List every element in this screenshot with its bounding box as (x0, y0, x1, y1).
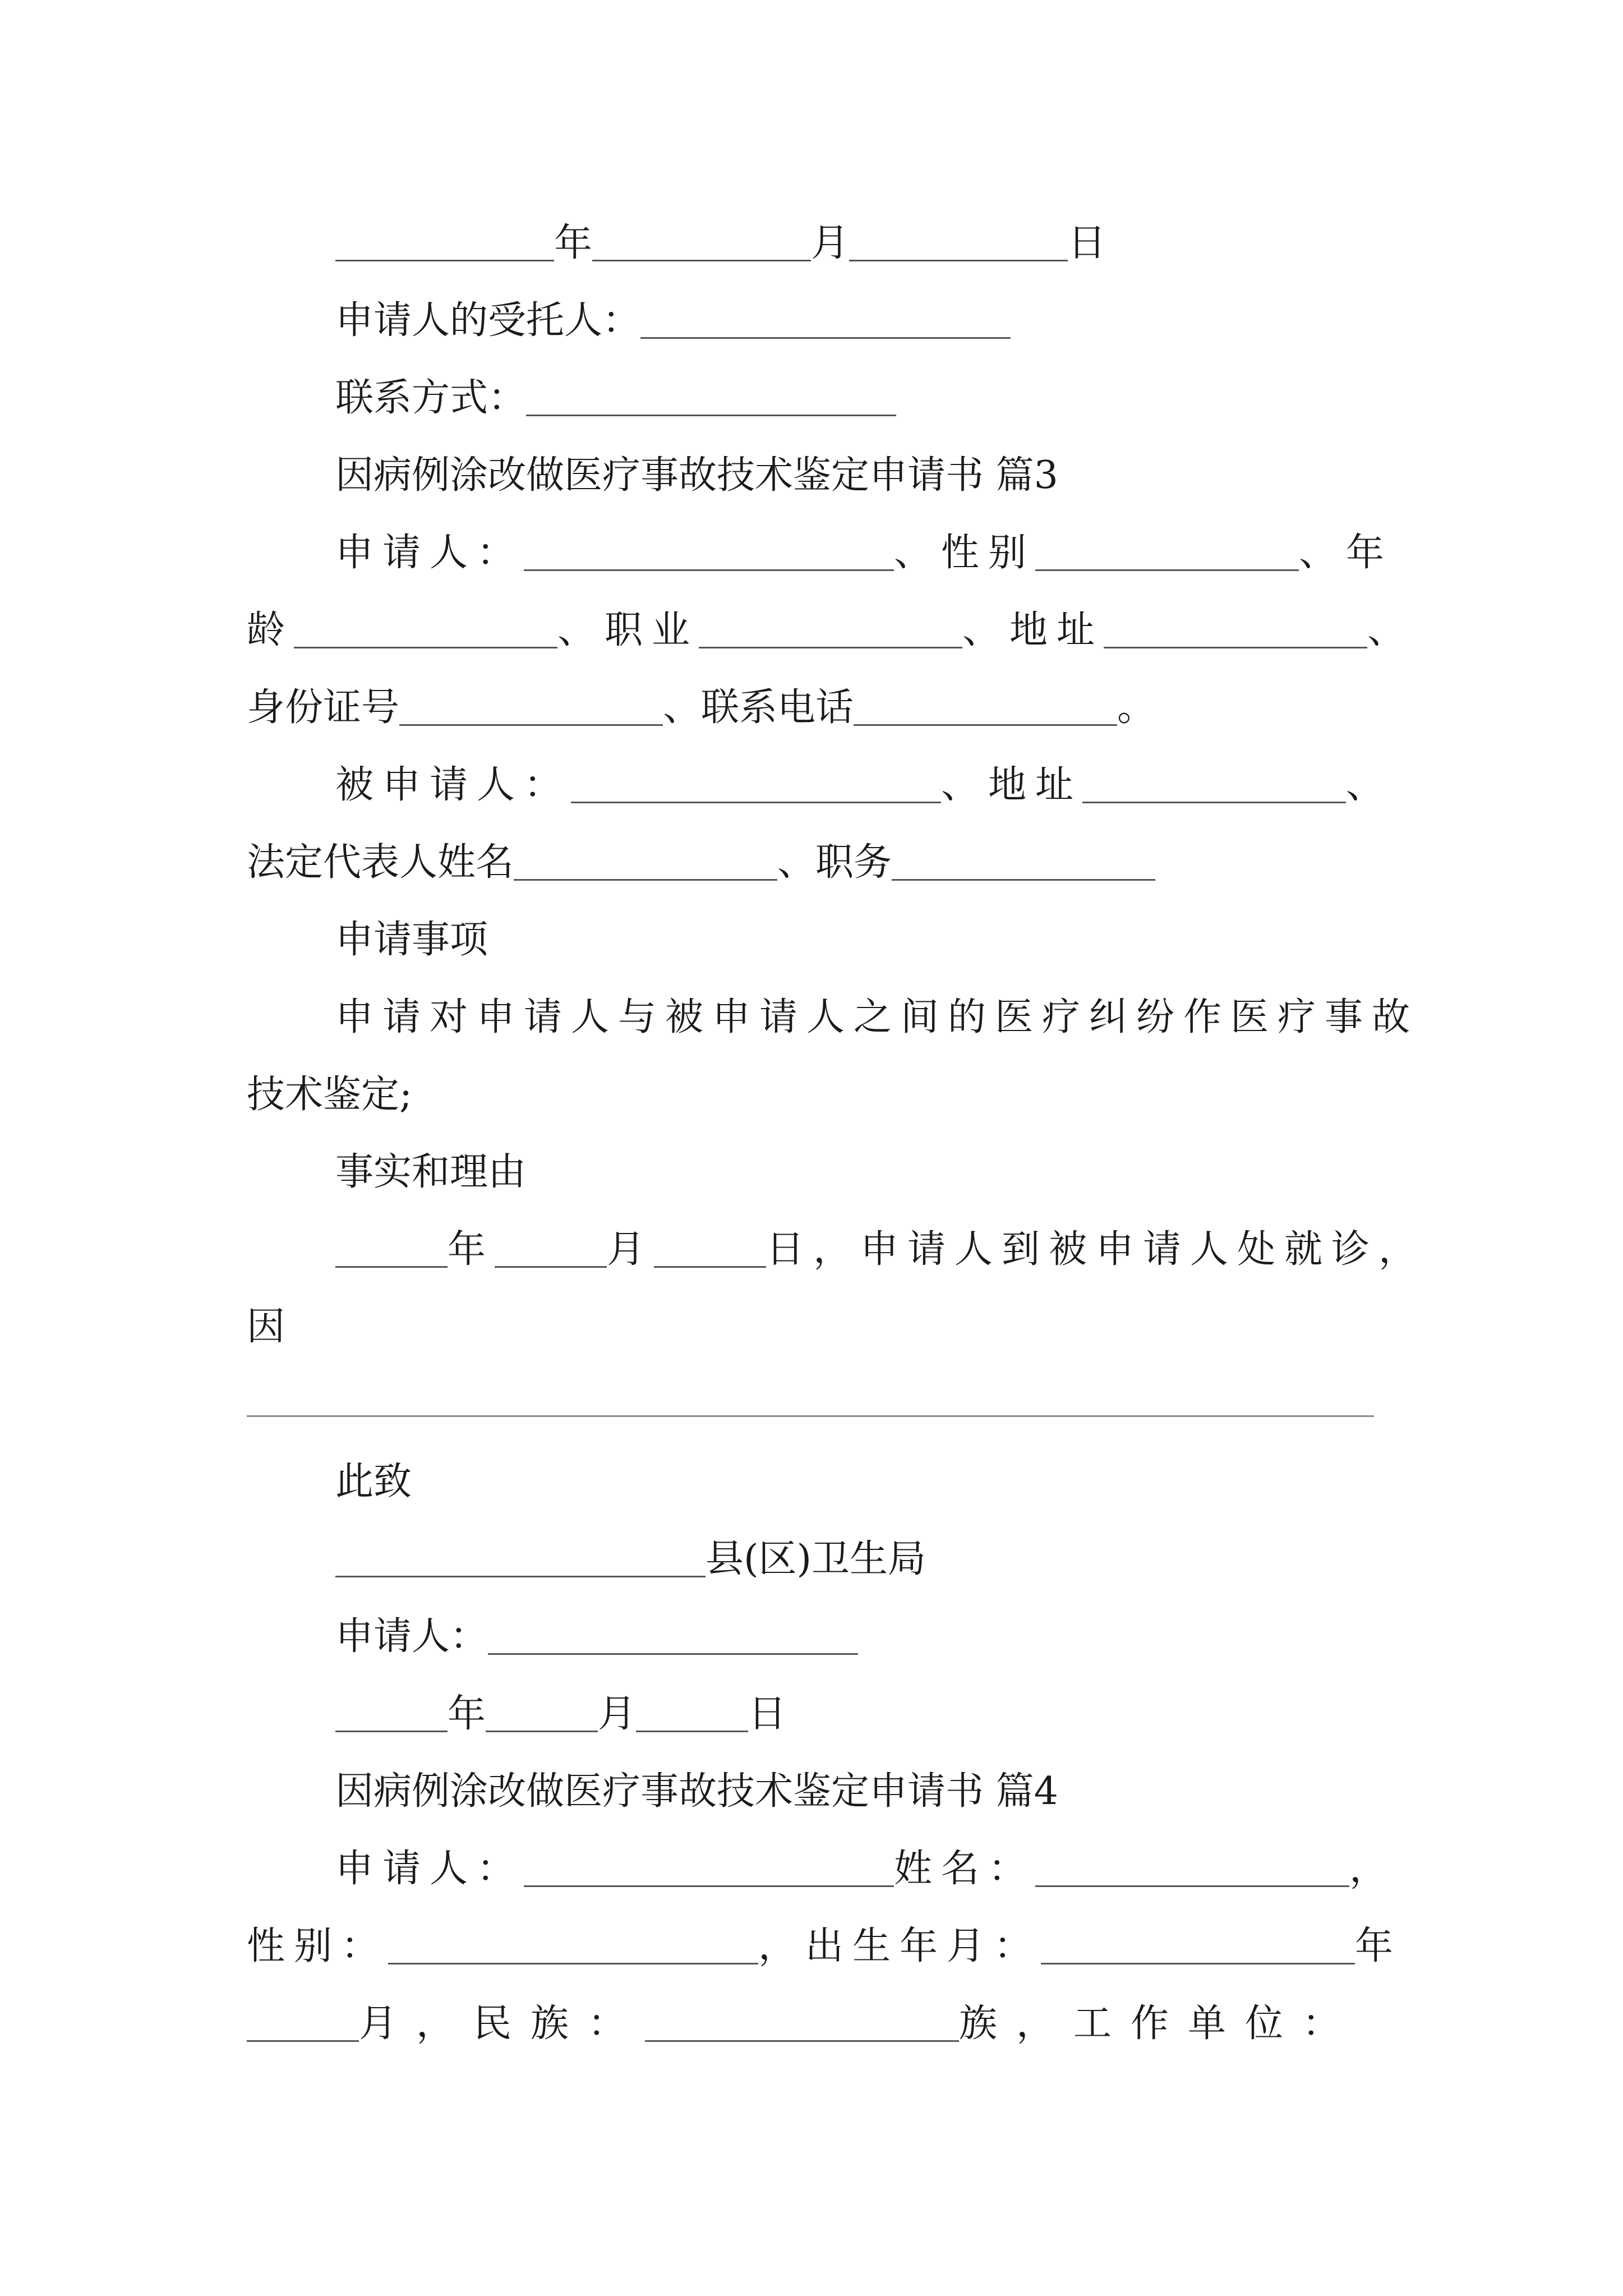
s4-month-blank (247, 2005, 359, 2042)
agent-blank (640, 302, 1011, 339)
s4-gender-line (247, 1920, 1402, 1973)
s3-sign-blank (488, 1618, 858, 1655)
s4-gender-blank (388, 1928, 758, 1964)
s3-gender-blank (1035, 535, 1299, 571)
s3-position-blank (892, 844, 1155, 881)
s3-request-heading: 申请事项 (335, 918, 488, 962)
s3-facts-cause: 因 (247, 1305, 285, 1349)
s3-rep-label: 法定代表人姓名 (247, 840, 514, 885)
contact-blank (526, 380, 896, 416)
s3-facts-year: 年 (448, 1227, 495, 1272)
s4-gender-label: 性别： (247, 1924, 389, 1968)
s3-sign-date-line (335, 1687, 786, 1741)
s3-phone-blank (854, 689, 1117, 726)
s3-applicant-blank (524, 535, 894, 571)
day-blank (849, 225, 1068, 261)
section4-title: 因病例涂改做医疗事故技术鉴定申请书 篇4 (335, 1769, 1058, 1814)
s3-bureau-line (335, 1533, 926, 1586)
s3-id-label: 身份证号 (247, 685, 400, 730)
s3-respondent-blank (571, 767, 941, 803)
s3-occupation-blank (699, 612, 962, 648)
contact-line (335, 371, 896, 425)
year-label: 年 (554, 221, 593, 265)
s3-phone-label: 、联系电话 (663, 685, 854, 730)
s3-age-label-a: 、年 (1299, 531, 1394, 575)
s3-period: 。 (1117, 685, 1156, 730)
s3-sign-line (335, 1610, 858, 1664)
s4-year: 年 (1355, 1924, 1403, 1968)
s3-sign-month: 月 (598, 1692, 637, 1736)
s3-facts-heading: 事实和理由 (335, 1150, 527, 1194)
s4-applicant-label: 申请人： (335, 1847, 524, 1891)
agent-line (335, 294, 1011, 348)
s3-sign-day: 日 (748, 1692, 787, 1736)
s4-ethnic-line (247, 1997, 1359, 2051)
s4-month-text: 月，民族： (359, 2001, 645, 2046)
s3-request-text-1: 申请对申请人与被申请人之间的医疗纠纷作医疗事故 (335, 995, 1419, 1039)
facts-blank-line (247, 1415, 1374, 1417)
s3-request-text-2: 技术鉴定; (247, 1073, 412, 1117)
s3-id-line (247, 681, 1155, 735)
agent-label: 申请人的受托人： (335, 298, 641, 343)
s3-facts-month: 月 (607, 1227, 654, 1272)
s3-bureau-blank (335, 1541, 706, 1577)
s3-position-label: 、职务 (777, 840, 892, 885)
date-line (335, 217, 1106, 270)
year-blank (335, 225, 554, 261)
s4-comma: ， (1349, 1847, 1397, 1891)
s4-applicant-line (335, 1842, 1396, 1896)
s3-facts-line (335, 1223, 1426, 1277)
s3-applicant-line (335, 526, 1393, 580)
s3-sign-label: 申请人： (335, 1614, 488, 1659)
s3-age-blank (294, 612, 557, 648)
s4-birth-blank (1041, 1928, 1355, 1964)
s3-facts-day-text: 日，申请人到被申请人处就诊， (766, 1227, 1426, 1272)
s4-birth-label: ，出生年月： (758, 1924, 1041, 1968)
s4-ethnic-text: 族，工作单位： (959, 2001, 1360, 2046)
s3-age-line (247, 604, 1414, 657)
s3-facts-day-blank (654, 1231, 766, 1268)
s3-respondent-line (335, 758, 1393, 812)
s3-address-label: 、地址 (962, 608, 1104, 652)
s3-age-label-b: 龄 (247, 608, 294, 652)
s4-name-blank (1035, 1851, 1349, 1887)
s3-closing: 此致 (335, 1460, 412, 1504)
section3-title: 因病例涂改做医疗事故技术鉴定申请书 篇3 (335, 453, 1058, 498)
s3-sign-month-blank (486, 1696, 598, 1732)
s3-facts-year-blank (335, 1231, 448, 1268)
s3-applicant-label: 申请人： (335, 531, 524, 575)
s3-facts-month-blank (495, 1231, 607, 1268)
s3-bureau: 县(区)卫生局 (706, 1537, 926, 1581)
s3-sign-day-blank (636, 1696, 748, 1732)
contact-label: 联系方式： (335, 376, 527, 420)
s3-rep-line (247, 836, 1155, 890)
s3-sign-year-blank (335, 1696, 448, 1732)
s3-occupation-label: 、职业 (557, 608, 699, 652)
s3-comma: 、 (1367, 608, 1415, 652)
s3-rep-blank (514, 844, 777, 881)
day-label: 日 (1068, 221, 1106, 265)
s4-name-label: 姓名： (894, 1847, 1036, 1891)
s4-ethnic-blank (645, 2005, 959, 2042)
s3-respondent-comma: 、 (1346, 763, 1394, 807)
s4-applicant-blank (524, 1851, 894, 1887)
month-blank (592, 225, 811, 261)
s3-respondent-label: 被申请人： (335, 763, 571, 807)
s3-respondent-address-label: 、地址 (941, 763, 1083, 807)
s3-sign-year: 年 (448, 1692, 486, 1736)
s3-gender-label: 、性别 (894, 531, 1036, 575)
s3-id-blank (399, 689, 663, 726)
month-label: 月 (811, 221, 850, 265)
s3-address-blank (1104, 612, 1367, 648)
s3-respondent-address-blank (1082, 767, 1346, 803)
